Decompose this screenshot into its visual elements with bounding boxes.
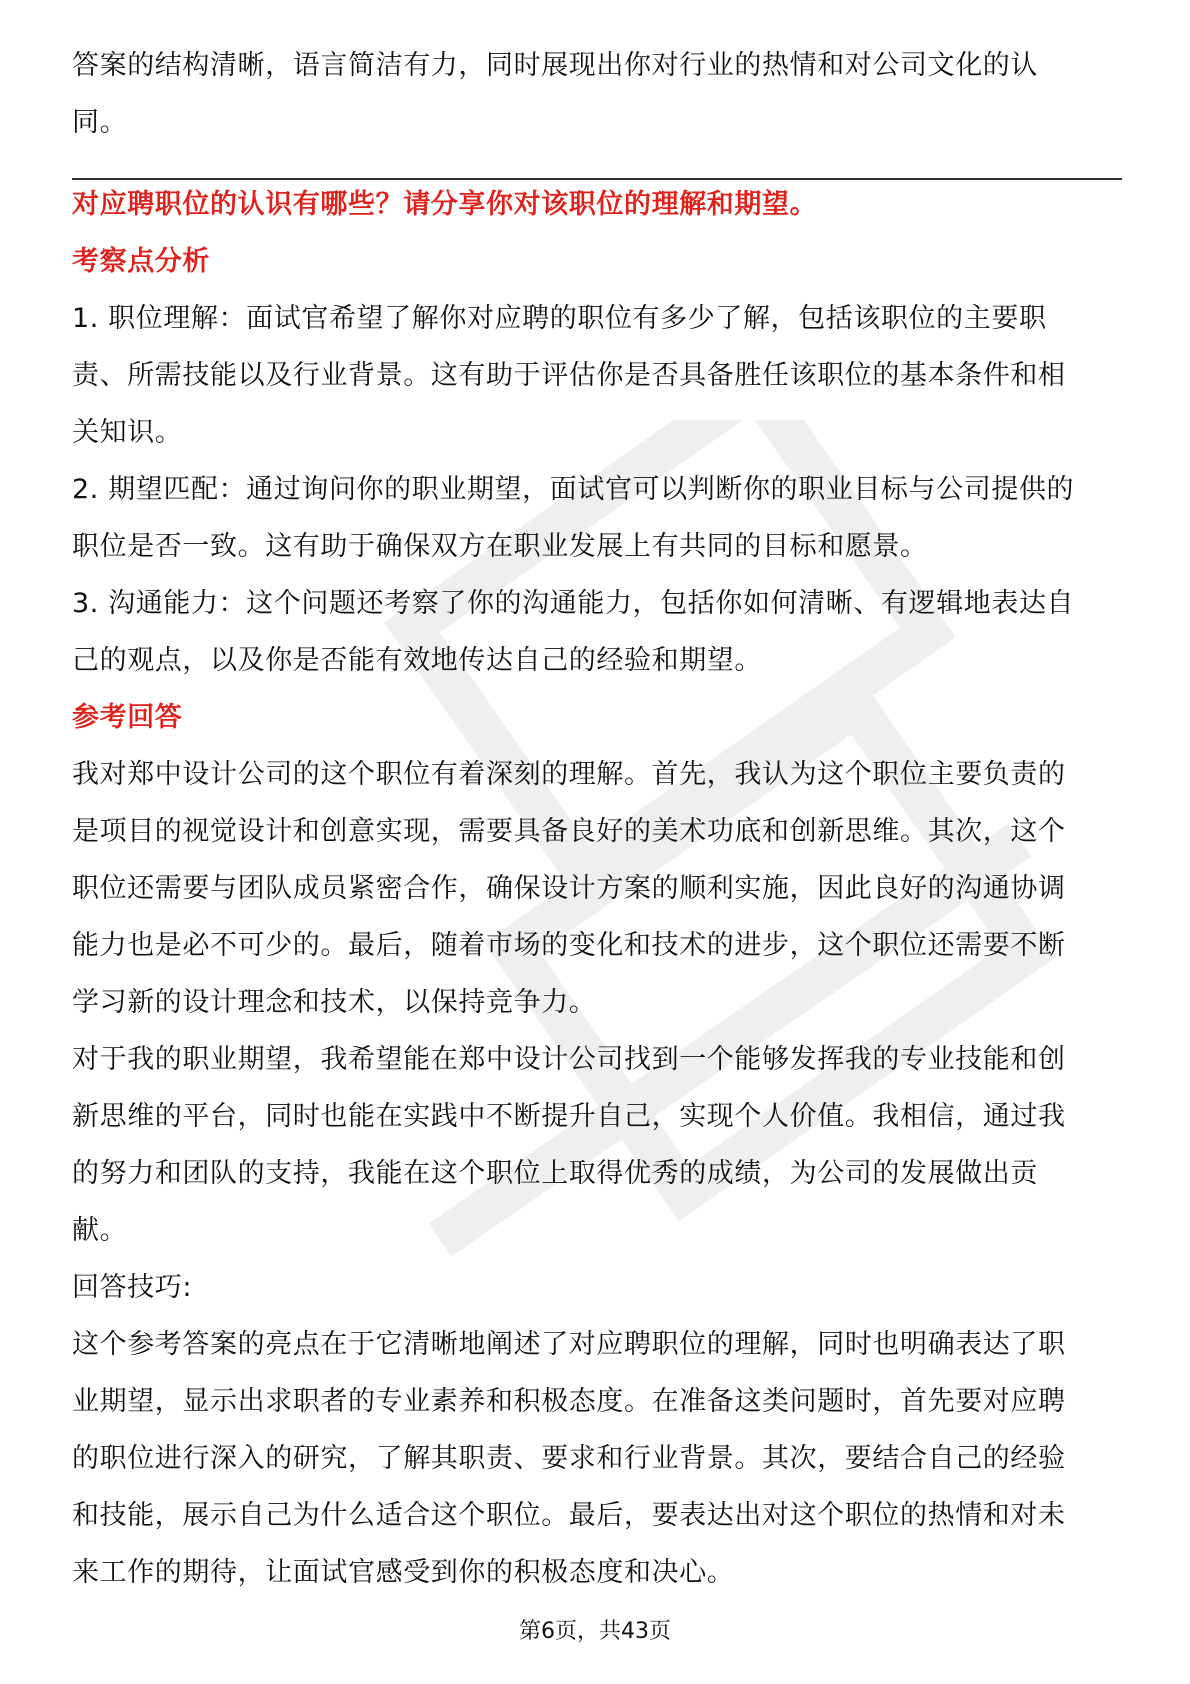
tips-line: 的职位进行深入的研究，了解其职责、要求和行业背景。其次，要结合自己的经验: [72, 1443, 1066, 1474]
analysis-line: 关知识。: [72, 417, 183, 448]
top-paragraph: [72, 37, 1122, 151]
analysis-line: 职位是否一致。这有助于确保双方在职业发展上有共同的目标和愿景。: [72, 531, 928, 562]
answer-line: 新思维的平台，同时也能在实践中不断提升自己，实现个人价值。我相信，通过我: [72, 1101, 1066, 1132]
answer-line: 能力也是必不可少的。最后，随着市场的变化和技术的进步，这个职位还需要不断: [72, 930, 1066, 961]
page-number: 第6页，共43页: [519, 1619, 671, 1644]
analysis-heading: 考察点分析: [72, 246, 210, 277]
answer-line: 对于我的职业期望，我希望能在郑中设计公司找到一个能够发挥我的专业技能和创: [72, 1044, 1066, 1075]
answer-line: 职位还需要与团队成员紧密合作，确保设计方案的顺利实施，因此良好的沟通协调: [72, 873, 1066, 904]
paragraph-line: 答案的结构清晰，语言简洁有力，同时展现出你对行业的热情和对公司文化的认: [72, 50, 1038, 81]
answer-line: 献。: [72, 1215, 128, 1246]
analysis-line: 1. 职位理解：面试官希望了解你对应聘的职位有多少了解，包括该职位的主要职: [72, 303, 1047, 334]
question-section: [72, 176, 1122, 1601]
analysis-line: 责、所需技能以及行业背景。这有助于评估你是否具备胜任该职位的基本条件和相: [72, 360, 1066, 391]
answer-line: 是项目的视觉设计和创意实现，需要具备良好的美术功底和创新思维。其次，这个: [72, 816, 1066, 847]
analysis-item-3: [72, 575, 1122, 689]
answer-paragraph-2: [72, 1031, 1122, 1259]
analysis-line: 己的观点，以及你是否能有效地传达自己的经验和期望。: [72, 645, 762, 676]
answer-heading: 参考回答: [72, 702, 183, 733]
answer-line: 学习新的设计理念和技术，以保持竞争力。: [72, 987, 597, 1018]
question-title: 对应聘职位的认识有哪些？请分享你对该职位的理解和期望。: [72, 189, 818, 220]
tips-line: 来工作的期待，让面试官感受到你的积极态度和决心。: [72, 1557, 735, 1588]
analysis-line: 3. 沟通能力：这个问题还考察了你的沟通能力，包括你如何清晰、有逻辑地表达自: [72, 588, 1075, 619]
answer-line: 的努力和团队的支持，我能在这个职位上取得优秀的成绩，为公司的发展做出贡: [72, 1158, 1038, 1189]
tips-paragraph: [72, 1316, 1122, 1601]
tips-line: 这个参考答案的亮点在于它清晰地阐述了对应聘职位的理解，同时也明确表达了职: [72, 1329, 1066, 1360]
tips-line: 业期望，显示出求职者的专业素养和积极态度。在准备这类问题时，首先要对应聘: [72, 1386, 1066, 1417]
analysis-item-2: [72, 461, 1122, 575]
answer-line: 我对郑中设计公司的这个职位有着深刻的理解。首先，我认为这个职位主要负责的: [72, 759, 1066, 790]
analysis-item-1: [72, 290, 1122, 461]
analysis-line: 2. 期望匹配：通过询问你的职业期望，面试官可以判断你的职业目标与公司提供的: [72, 474, 1075, 505]
tips-line: 和技能，展示自己为什么适合这个职位。最后，要表达出对这个职位的热情和对未: [72, 1500, 1066, 1531]
answer-paragraph-1: [72, 746, 1122, 1031]
paragraph-line: 同。: [72, 107, 128, 138]
tips-heading: 回答技巧:: [72, 1272, 193, 1303]
